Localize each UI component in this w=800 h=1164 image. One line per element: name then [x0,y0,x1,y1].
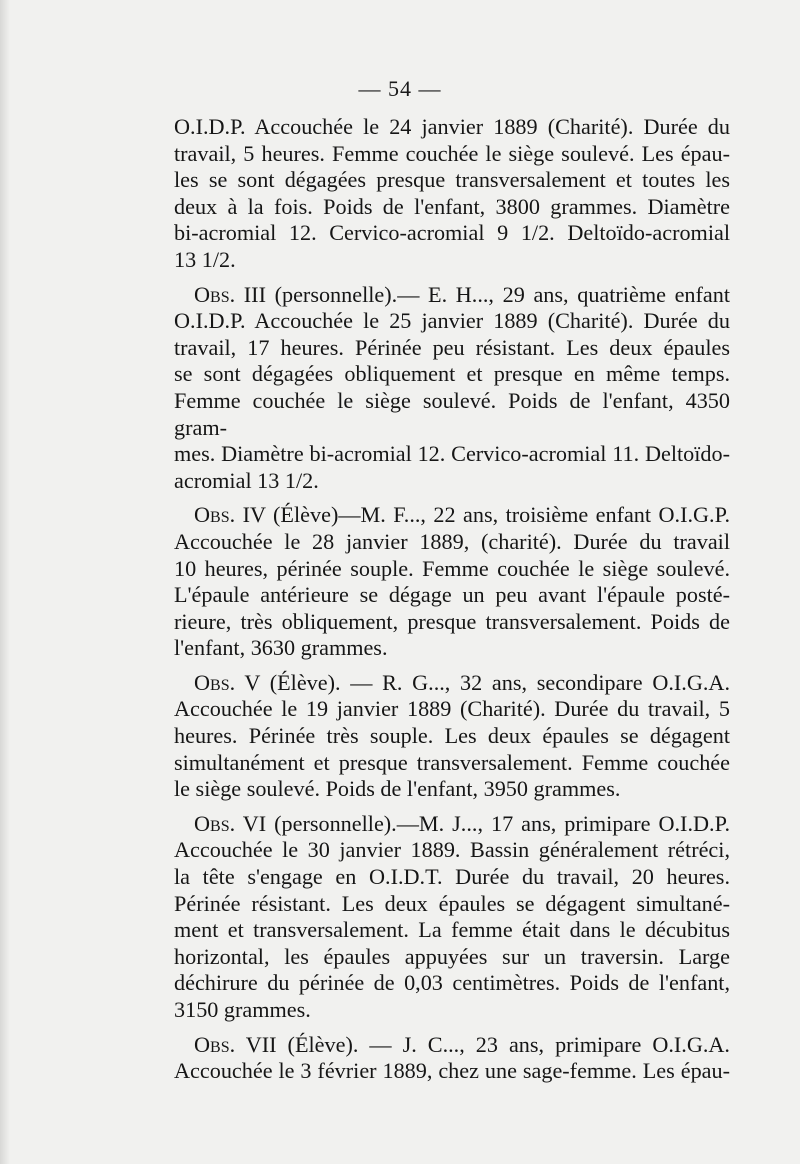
text-line: Obs. V (Élève). — R. G..., 32 ans, secondipare O.I.G.A. [194,669,730,695]
text-line: Périnée résistant. Les deux épaules se dégagent simultané- [174,890,730,916]
observation-6 [174,811,730,1024]
text-line: Accouchée le 19 janvier 1889 (Charité). Durée du travail, 5 [174,696,730,722]
text-line: ment et transversalement. La femme était dans le décubitus [174,917,730,943]
text-line: l'enfant, 3630 grammes. [174,635,388,661]
text-line: Accouchée le 30 janvier 1889. Bassin généralement rétréci, [174,837,730,863]
obs-label: Obs. [194,1031,236,1057]
text-line: simultanément et presque transversalement. Femme couchée [174,749,730,775]
text-line: Obs. VII (Élève). — J. C..., 23 ans, primipare O.I.G.A. [194,1031,730,1057]
text-line: bi-acromial 12. Cervico-acromial 9 1/2. Deltoïdo-acromial [174,220,730,246]
text-line: acromial 13 1/2. [174,467,319,493]
text-line: O.I.D.P. Accouchée le 24 janvier 1889 (Charité). Durée du [174,114,730,139]
text-line: Accouchée le 28 janvier 1889, (charité). Durée du travail [174,528,730,554]
text-line: la tête s'engage en O.I.D.T. Durée du travail, 20 heures. [174,864,730,890]
obs-label: Obs. [194,502,236,528]
text-line: 10 heures, périnée souple. Femme couchée le siège soulevé. [174,555,730,581]
text-line: mes. Diamètre bi-acromial 12. Cervico-acromial 11. Deltoïdo- [174,441,730,467]
text-line: O.I.D.P. Accouchée le 25 janvier 1889 (Charité). Durée du [174,308,730,334]
text-line: Accouchée le 3 février 1889, chez une sage-femme. Les épau- [174,1058,730,1084]
text-line: 3150 grammes. [174,997,311,1022]
obs-label: Obs. [194,669,236,695]
text-line: deux à la fois. Poids de l'enfant, 3800 grammes. Diamètre [174,193,730,219]
text-line: L'épaule antérieure se dégage un peu avant l'épaule posté- [174,582,730,608]
observation-7 [174,1032,730,1085]
text-line: Femme couchée le siège soulevé. Poids de l'enfant, 4350 gram- [174,387,730,440]
text-line: Obs. III (personnelle).— E. H..., 29 ans, quatrième enfant [194,281,731,307]
observation-5 [174,670,730,803]
text-line: 13 1/2. [174,246,236,272]
obs-label: Obs. [194,281,236,307]
observation-4 [174,502,730,662]
paragraph-continuation [174,114,730,274]
text-line: travail, 5 heures. Femme couchée le siège soulevé. Les épau- [174,140,730,166]
text-line: heures. Périnée très souple. Les deux épaules se dégagent [174,723,730,749]
text-line: rieure, très obliquement, presque transversalement. Poids de [174,608,730,634]
page-edge-shadow [0,0,10,1164]
text-line: les se sont dégagées presque transversalement et toutes les [174,167,730,193]
text-line: déchirure du périnée de 0,03 centimètres. Poids de l'enfant, [174,970,730,996]
page-number: — 54 — [358,76,442,101]
text-line: horizontal, les épaules appuyées sur un traversin. Large [174,943,730,969]
text-line: se sont dégagées obliquement et presque en même temps. [174,361,730,387]
text-line: Obs. IV (Élève)—M. F..., 22 ans, troisième enfant O.I.G.P. [194,502,731,528]
body-text [174,114,730,1085]
text-line: travail, 17 heures. Périnée peu résistant. Les deux épaules [174,334,730,360]
obs-label: Obs. [194,810,236,836]
observation-3 [174,282,730,495]
text-line: Obs. VI (personnelle).—M. J..., 17 ans, primipare O.I.D.P. [194,810,730,836]
text-line: le siège soulevé. Poids de l'enfant, 3950 grammes. [174,776,621,802]
